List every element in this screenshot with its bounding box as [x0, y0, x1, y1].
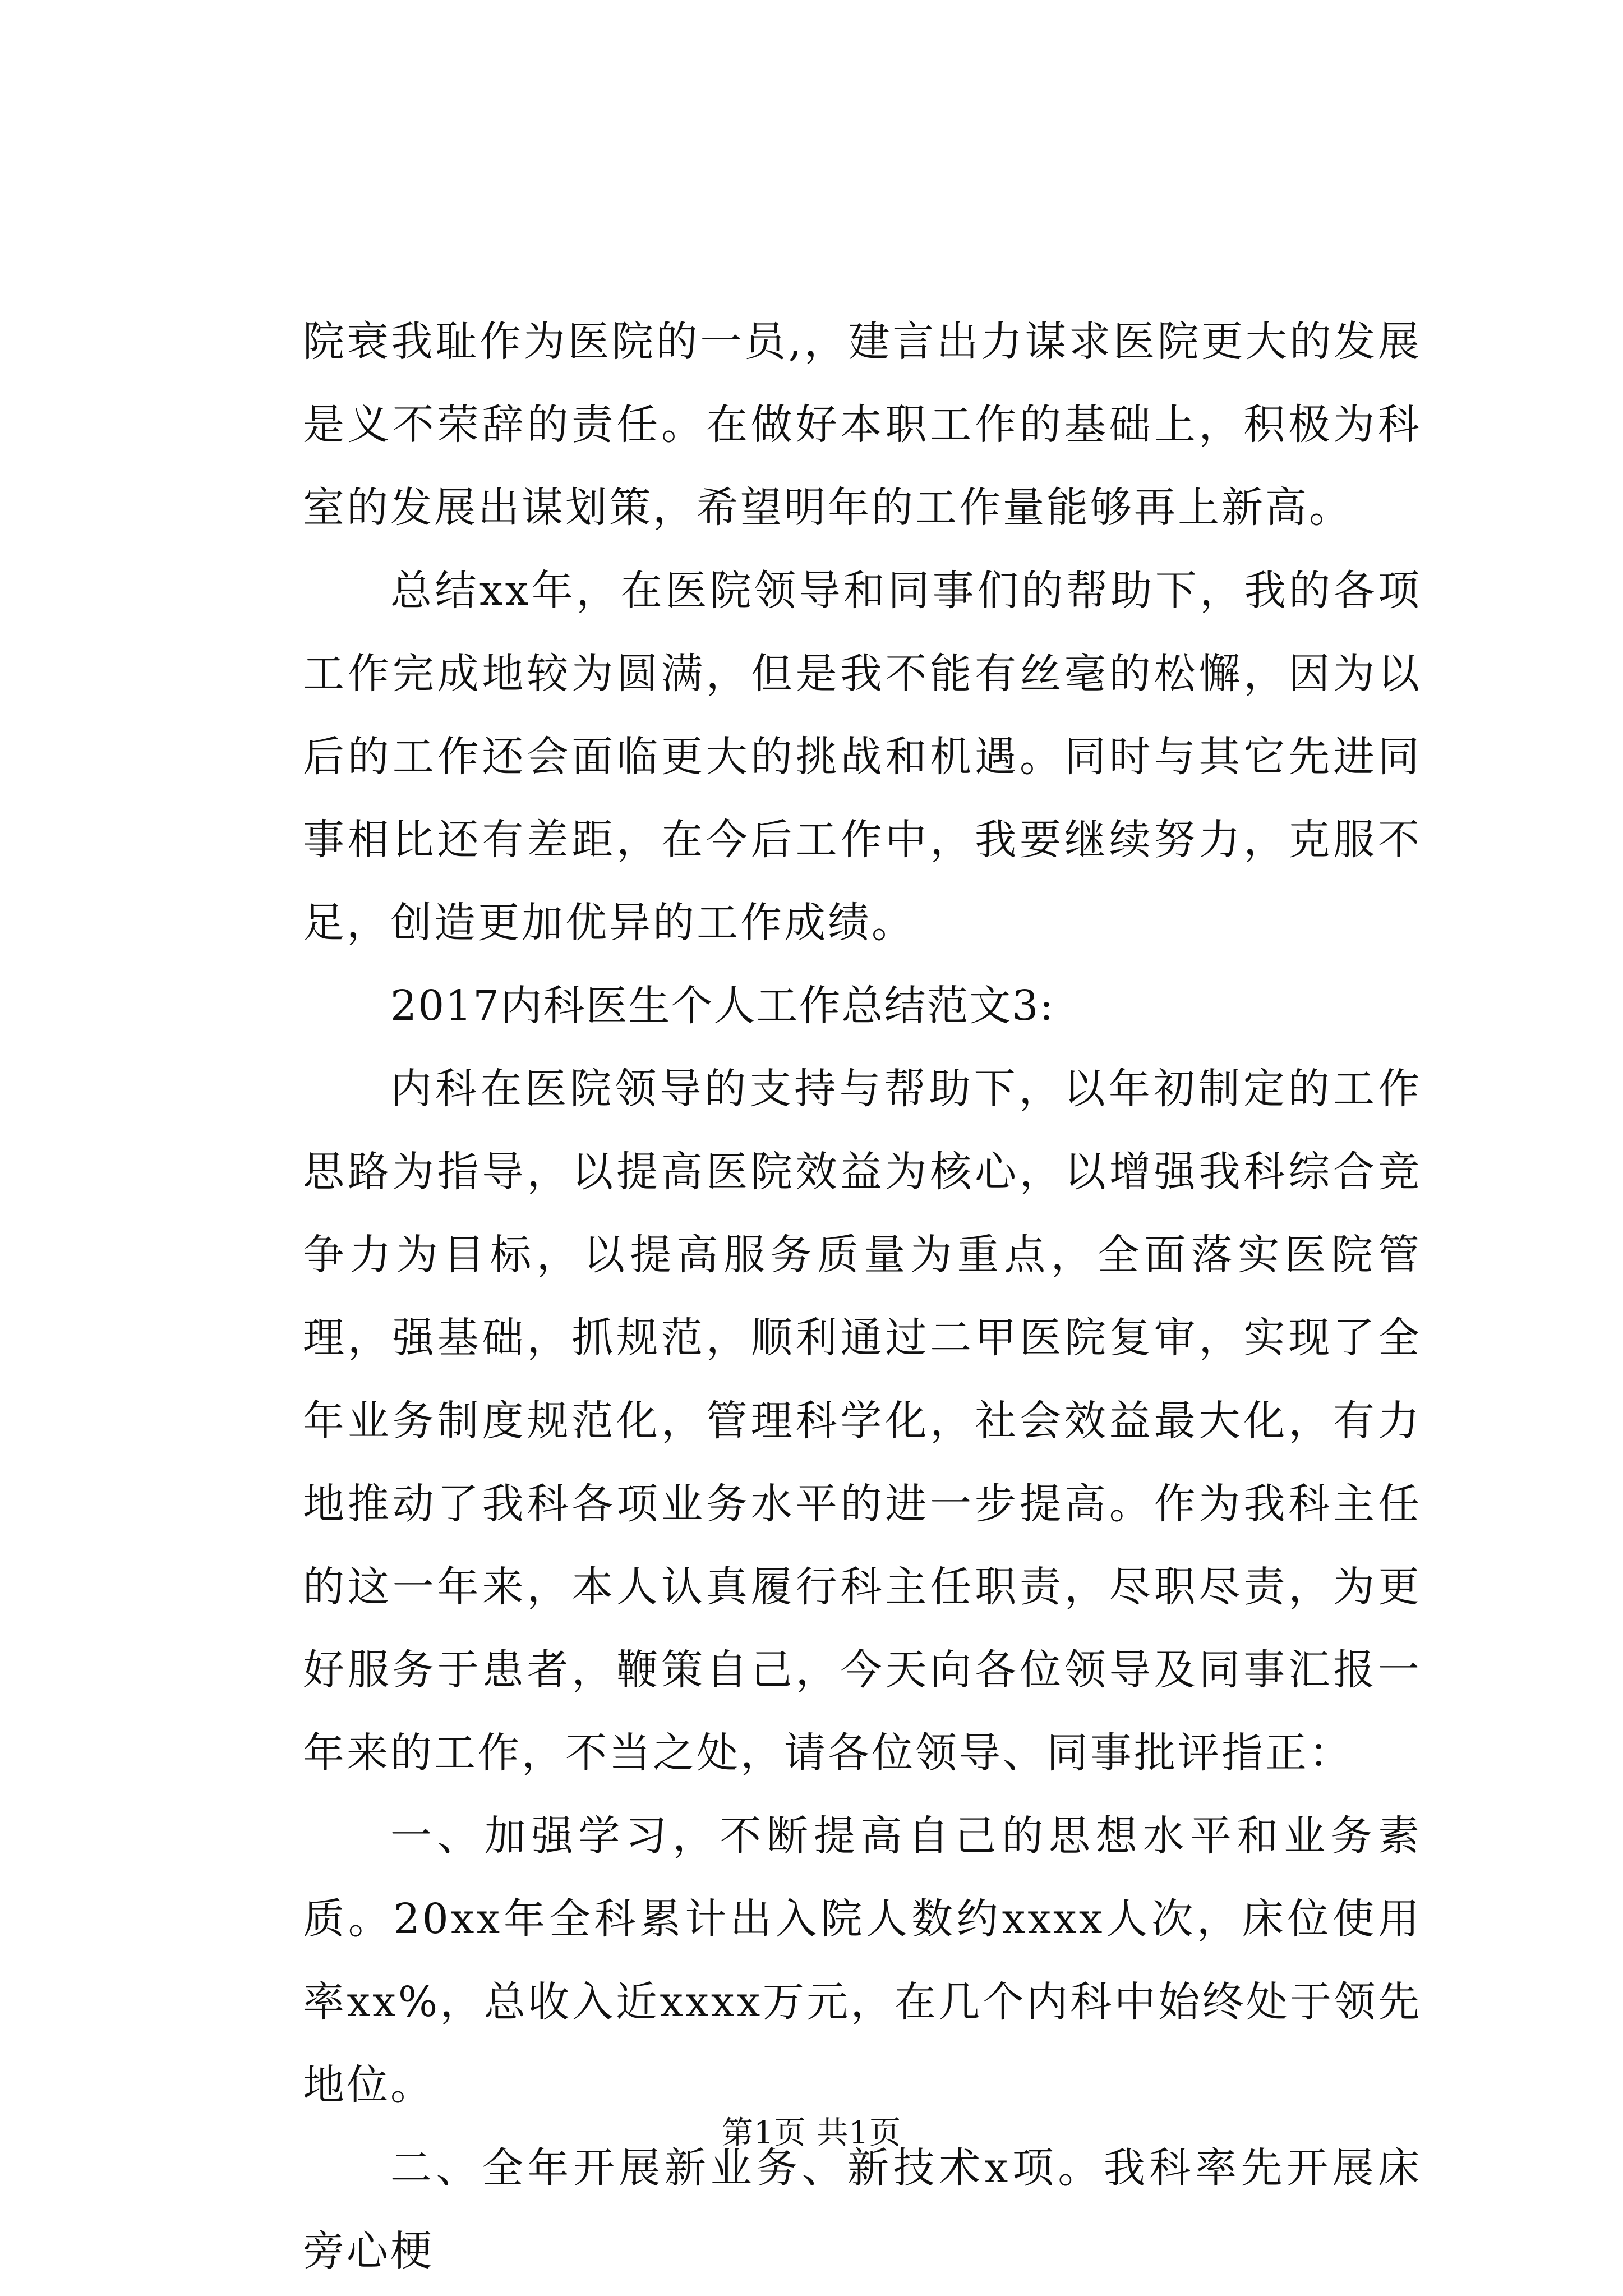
section-heading: 2017内科医生个人工作总结范文3: [390, 982, 1055, 1030]
paragraph-summary: 总结xx年，在医院领导和同事们的帮助下，我的各项工作完成地较为圆满，但是我不能有丝毫的松懈，因为以后的工作还会面临更大的挑战和机遇。同时与其它先进同事相比还有差距，在今后工作中，我要继续努力，克服不足，创造更加优异的工作成绩。 [303, 567, 1422, 947]
paragraph-continuation: 院衰我耻作为医院的一员,，建言出力谋求医院更大的发展是义不荣辞的责任。在做好本职工作的基础上，积极为科室的发展出谋划策，希望明年的工作量能够再上新高。 [303, 318, 1422, 532]
document-body [303, 300, 1422, 2293]
paragraph-point-one: 一、加强学习，不断提高自己的思想水平和业务素质。20xx年全科累计出入院人数约xxxx人次，床位使用率xx%，总收入近xxxx万元，在几个内科中始终处于领先地位。 [303, 1812, 1422, 2109]
paragraph-point-two: 二、全年开展新业务、新技术x项。我科率先开展床旁心梗 [303, 2144, 1422, 2275]
paragraph-intro: 内科在医院领导的支持与帮助下，以年初制定的工作思路为指导，以提高医院效益为核心，以增强我科综合竞争力为目标，以提高服务质量为重点，全面落实医院管理，强基础，抓规范，顺利通过二甲医院复审，实现了全年业务制度规范化，管理科学化，社会效益最大化，有力地推动了我科各项业务水平的进一步提高。作为我科主任的这一年来，本人认真履行科主任职责，尽职尽责，为更好服务于患者，鞭策自己，今天向各位领导及同事汇报一年来的工作，不当之处，请各位领导、同事批评指正： [303, 1065, 1422, 1777]
page-footer: 第1页 共1页 [721, 2115, 902, 2151]
